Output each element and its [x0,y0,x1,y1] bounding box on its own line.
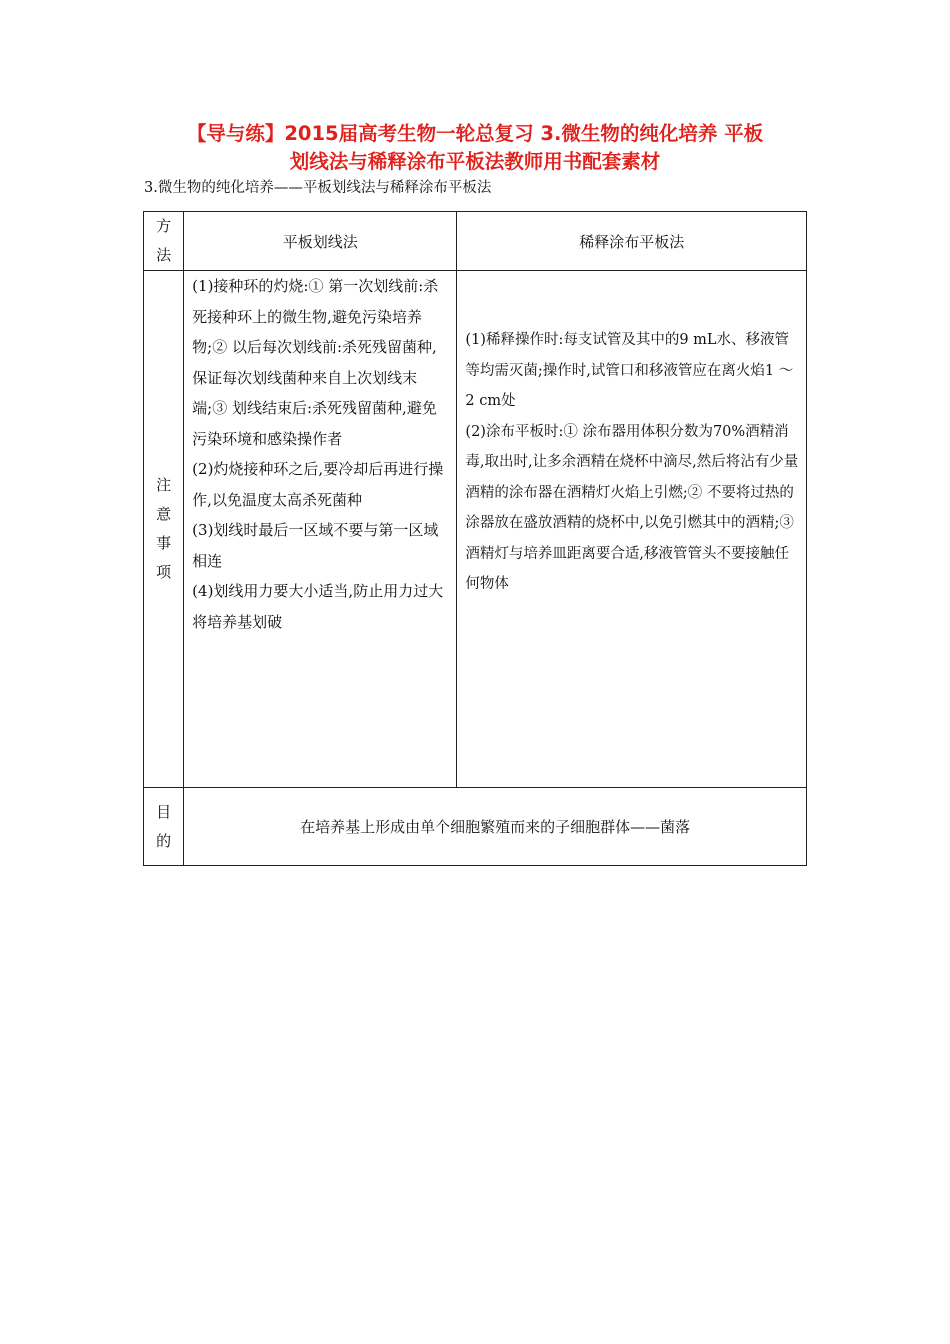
table-header-row [144,212,807,271]
purpose-label-char-1: 目 [156,802,172,821]
method-label-char-2: 法 [156,246,172,264]
spread-note-1: (1)稀释操作时:每支试管及其中的9 mL水、移液管等均需灭菌;操作时,试管口和移液管应在离火焰1 ～2 cm处 [465,332,794,409]
purpose-label-cell [144,788,184,866]
streak-note-2: (2)灼烧接种环之后,要冷却后再进行操作,以免温度太高杀死菌种 [192,460,444,509]
section-heading: 3.微生物的纯化培养——平板划线法与稀释涂布平板法 [144,180,492,196]
method-label-char-1: 方 [156,217,172,235]
notes-row [144,271,807,788]
notes-label-char-1: 注 [156,476,172,494]
spread-notes-cell [457,271,807,788]
document-title-line-2: 划线法与稀释涂布平板法教师用书配套素材 [289,150,661,173]
purpose-row [144,788,807,866]
notes-label-char-2: 意 [156,505,172,523]
purpose-text-cell: 在培养基上形成由单个细胞繁殖而来的子细胞群体——菌落 [184,788,807,866]
streak-method-header: 平板划线法 [184,212,457,271]
streak-note-1: (1)接种环的灼烧:① 第一次划线前:杀死接种环上的微生物,避免污染培养物;② 以后每次划线前:杀死残留菌种,保证每次划线菌种来自上次划线末端;③ 划线结束后:杀死残留菌种,避免污染环境和感染操作者 [192,277,439,448]
streak-note-3: (3)划线时最后一区域不要与第一区域相连 [192,521,439,570]
document-title [140,120,810,176]
notes-label-cell [144,271,184,788]
spread-note-2: (2)涂布平板时:① 涂布器用体积分数为70%酒精消毒,取出时,让多余酒精在烧杯中滴尽,然后将沾有少量酒精的涂布器在酒精灯火焰上引燃;② 不要将过热的涂器放在盛放酒精的烧杯中,以免引燃其中的酒精;③ 酒精灯与培养皿距离要合适,移液管管头不要接触任何物体 [465,423,799,592]
streak-note-4: (4)划线用力要大小适当,防止用力过大将培养基划破 [192,582,444,631]
comparison-table [143,211,807,866]
spread-method-header: 稀释涂布平板法 [457,212,807,271]
document-title-line-1: 【导与练】2015届高考生物一轮总复习 3.微生物的纯化培养 平板 [186,122,764,145]
method-label-cell [144,212,184,271]
purpose-label-char-2: 的 [156,831,172,850]
streak-notes-cell [184,271,457,788]
notes-label-char-3: 事 [156,534,172,552]
notes-label-char-4: 项 [156,563,172,581]
